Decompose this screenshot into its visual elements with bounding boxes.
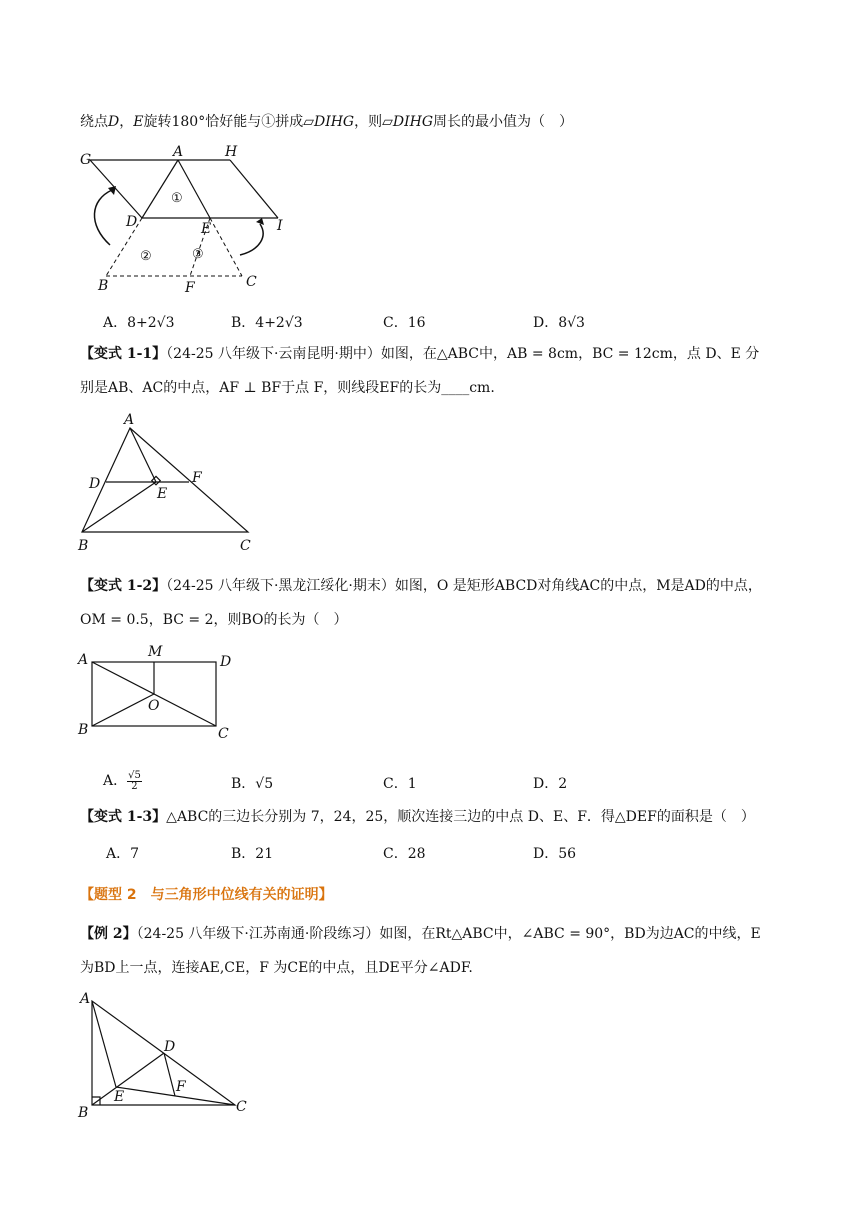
v12-line2: OM = 0.5，BC = 2，则BO的长为（ ） [80,612,348,628]
q1-sep: ， [119,114,134,130]
figure-rectangle [70,640,250,745]
q1-circled-one: ① [261,114,276,130]
region-3: ③ [192,247,204,262]
label-D: D [220,654,232,670]
v12-option-c[interactable]: C．1 [383,776,417,792]
v12-tag: 【变式 1-2】 [80,578,167,594]
label-A: A [80,991,91,1007]
v11-text: （24-25 八年级下·云南昆明·期中）如图，在△ABC中，AB = 8cm，BC = 12cm，点 D、E 分 [166,346,760,362]
label-C: C [218,726,229,742]
v12-option-b[interactable]: B．√5 [231,776,274,792]
q1-parallelogram: ▱DIHG [382,114,434,130]
label-B: B [98,278,109,294]
v12-text: （24-25 八年级下·黑龙江绥化·期末）如图，O 是矩形ABCD对角线AC的中点，M是AD的中点， [166,578,762,594]
label-F: E [157,486,168,502]
v12-option-a[interactable] [103,770,142,792]
q1-point: E [133,114,144,130]
ex2-text: （24-25 八年级下·江苏南通·阶段练习）如图，在Rt△ABC中，∠ABC = 90°，BD为边AC的中线，E [136,926,761,942]
v13-option-b[interactable]: B．21 [231,846,274,862]
label-B: B [78,1105,89,1120]
label-C: C [240,538,251,554]
v13-tag: 【变式 1-3】 [80,809,167,825]
q1-option-b[interactable]: B．4+2√3 [231,315,303,331]
v12-option-d[interactable]: D．2 [533,776,568,792]
label-H: H [225,144,238,160]
label-B: B [78,722,89,738]
label-A: A [124,412,135,428]
label-A: A [78,652,89,668]
option-prefix: A． [103,773,128,789]
section-heading: 【题型 2 与三角形中位线有关的证明】 [80,887,333,903]
label-E: E [114,1089,125,1105]
v13-line1 [80,807,755,827]
q1-parallelogram: ▱DIHG [303,114,355,130]
v13-option-d[interactable]: D．56 [533,846,577,862]
label-F: F [185,280,195,296]
fraction-numerator: √5 [128,769,141,781]
figure-parallelogram [70,140,300,300]
label-A: A [173,144,184,160]
v13-option-c[interactable]: C．28 [383,846,426,862]
v11-tag: 【变式 1-1】 [80,346,167,362]
label-C: C [246,274,257,290]
label-E: E [201,221,212,237]
q1-text: 旋转180°恰好能与 [143,114,262,130]
q1-option-a[interactable]: A．8+2√3 [103,315,175,331]
ex2-line1 [80,924,761,944]
label-E: F [192,470,202,486]
fraction [127,771,142,792]
label-O: O [148,698,160,714]
figure-triangle-midline [70,410,270,560]
label-G: G [80,152,92,168]
label-B: B [78,538,89,554]
label-I: I [277,218,283,234]
ex2-tag: 【例 2】 [80,926,137,942]
v11-line2: 别是AB、AC的中点，AF ⊥ BF于点 F，则线段EF的长为____cm. [80,380,495,396]
v11-line1 [80,344,759,364]
q1-text: 拼成 [275,114,304,130]
ex2-line2: 为BD上一点，连接AE,CE，F 为CE的中点，且DE平分∠ADF. [80,960,473,976]
label-C: C [236,1099,247,1115]
region-1: ① [171,191,183,206]
label-M: M [148,644,163,660]
fraction-denominator: 2 [131,780,138,792]
q1-option-d[interactable]: D．8√3 [533,315,585,331]
figure-right-triangle [70,985,260,1120]
v13-option-a[interactable]: A．7 [106,846,140,862]
label-D: D [164,1039,176,1055]
q1-text: 周长的最小值为（ ） [433,114,574,130]
v13-text: △ABC的三边长分别为 7，24，25，顺次连接三边的中点 D、E、F．得△DEF的面积是（ ） [166,809,755,825]
label-D: D [89,476,101,492]
label-F: F [176,1079,186,1095]
q1-point: D [108,114,120,130]
label-D: D [126,214,138,230]
v12-line1 [80,576,762,596]
q1-text: 绕点 [80,114,108,130]
q1-text: ，则 [354,114,383,130]
q1-line [80,112,573,132]
q1-option-c[interactable]: C．16 [383,315,426,331]
region-2: ② [140,249,152,264]
